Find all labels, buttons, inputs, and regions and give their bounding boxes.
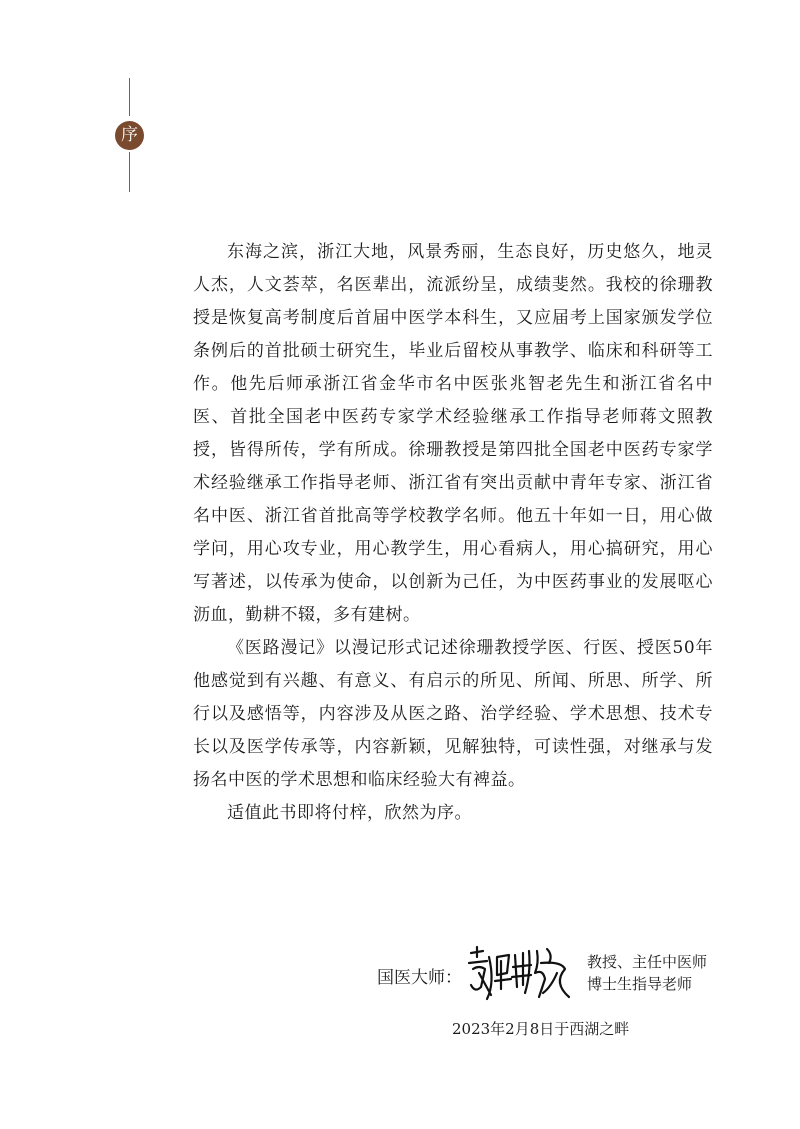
paragraph: 《医路漫记》以漫记形式记述徐珊教授学医、行医、授医50年他感觉到有兴趣、有意义、有启示的所见、所闻、所思、所学、所行以及感悟等，内容涉及从医之路、治学经验、学术思想、技术专长以及医学传承等，内容新颖，见解独特，可读性强，对继承与发扬名中医的学术思想和临床经验大有裨益。 — [193, 638, 713, 790]
signer-title: 教授、主任中医师 — [587, 953, 708, 971]
date-line: 2023年2月8日于西湖之畔 — [452, 1020, 630, 1038]
side-rule-bottom — [129, 152, 130, 192]
preface-body — [193, 236, 713, 830]
paragraph: 适值此书即将付梓，欣然为序。 — [227, 803, 472, 823]
handwritten-signature — [465, 943, 575, 1003]
signature-block — [377, 943, 717, 1003]
paragraph: 东海之滨，浙江大地，风景秀丽，生态良好，历史悠久，地灵人杰，人文荟萃，名医辈出，流派纷呈，成绩斐然。我校的徐珊教授是恢复高考制度后首届中医学本科生，又应届考上国家颁发学位条例后的首批硕士研究生，毕业后留校从事教学、临床和科研等工作。他先后师承浙江省金华市名中医张兆智老先生和浙江省名中医、首批全国老中医药专家学术经验继承工作指导老师蒋文照教授，皆得所传，学有所成。徐珊教授是第四批全国老中医药专家学术经验继承工作指导老师、浙江省有突出贡献中青年专家、浙江省名中医、浙江省首批高等学校教学名师。他五十年如一日，用心做学问，用心攻专业，用心教学生，用心看病人，用心搞研究，用心写著述，以传承为使命，以创新为己任，为中医药事业的发展呕心沥血，勤耕不辍，多有建树。 — [193, 242, 713, 625]
signer-titles — [587, 951, 707, 995]
section-seal: 序 — [115, 121, 144, 150]
signer-title: 博士生指导老师 — [587, 975, 693, 993]
signature-label: 国医大师： — [377, 968, 462, 988]
side-rule-top — [129, 78, 130, 116]
